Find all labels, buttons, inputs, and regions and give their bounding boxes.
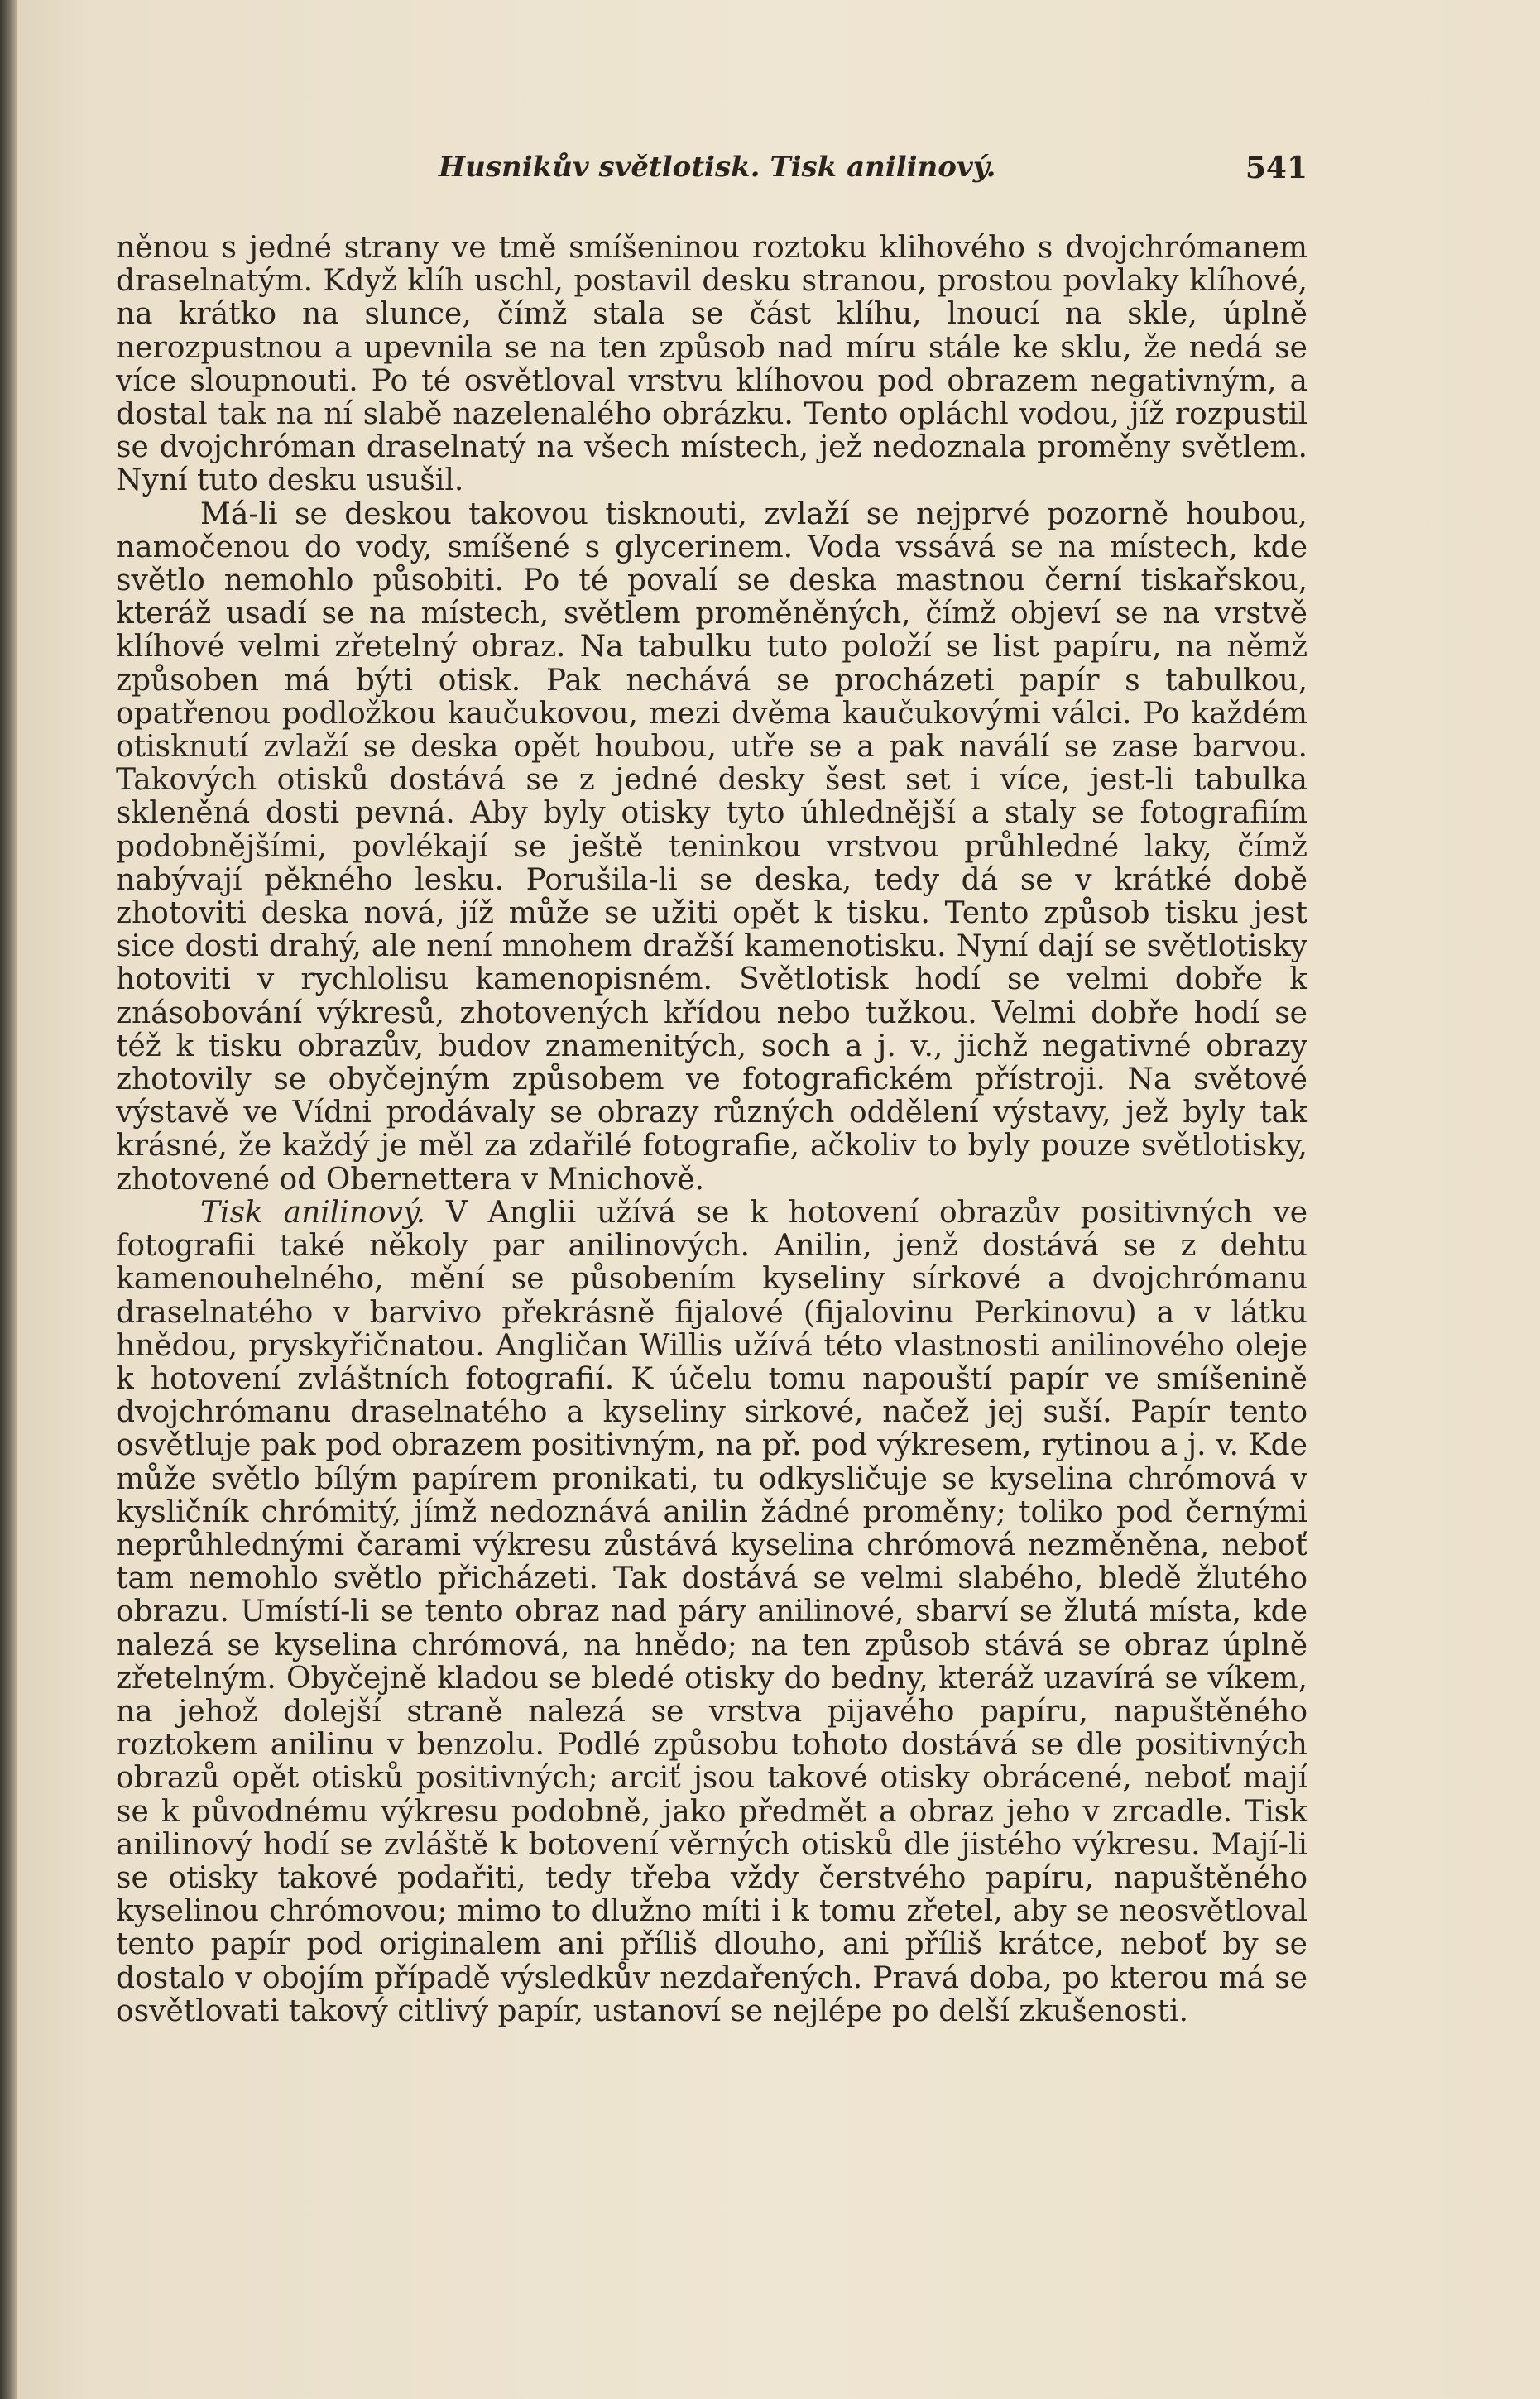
paragraph-3 <box>116 1197 1307 2028</box>
page-binding-edge <box>0 0 17 2399</box>
page-number: 541 <box>1245 151 1307 185</box>
page-header <box>116 151 1307 200</box>
section-title-tisk-anilinovy: Tisk anilinový. <box>200 1195 426 1230</box>
paragraph-3-text: V Anglii užívá se k hotovení obrazův positivných ve fotografii také několy par anilinových. Anilin, jenž dostává se z dehtu kamenouhelného, mění se působením kyseliny sírkové a dvojchrómanu draselnatého v barvivo překrásně fijalové (fijalovinu Perkinovu) a v látku hnědou, pryskyřičnatou. Angličan Willis užívá této vlastnosti anilinového oleje k hotovení zvláštních fotografií. K účelu tomu napouští papír ve smíšenině dvojchrómanu draselnatého a kyseliny sirkové, načež jej suší. Papír tento osvětluje pak pod obrazem positivným, na př. pod výkresem, rytinou a j. v. Kde může světlo bílým papírem pronikati, tu odkysličuje se kyselina chrómová v kysličník chrómitý, jímž nedoznává anilin žádné proměny; toliko pod černými neprůhlednými čarami výkresu zůstává kyselina chrómová nezměněna, neboť tam nemohlo světlo přicházeti. Tak dostává se velmi slabého, bledě žlutého obrazu. Umístí-li se tento obraz nad páry anilinové, sbarví se žlutá místa, kde nalezá se kyselina chrómová, na hnědo; na ten způsob stává se obraz úplně zřetelným. Obyčejně kladou se bledé otisky do bedny, kteráž uzavírá se víkem, na jehož dolejší straně nalezá se vrstva pijavého papíru, napuštěného roztokem anilinu v benzolu. Podlé způsobu tohoto dostává se dle positivných obrazů opět otisků positivných; arciť jsou takové otisky obrácené, neboť mají se k původnému výkresu podobně, jako předmět a obraz jeho v zrcadle. Tisk anilinový hodí se zvláště k botovení věrných otisků dle jistého výkresu. Mají-li se otisky takové podařiti, tedy třeba vždy čerstvého papíru, napuštěného kyselinou chrómovou; mimo to dlužno míti i k tomu zřetel, aby se neosvětloval tento papír pod originalem ani příliš dlouho, ani příliš krátce, neboť by se dostalo v obojím případě výsledkův nezdařených. Pravá doba, po kterou má se osvětlovati takový citlivý papír, ustanoví se nejlépe po delší zkušenosti. <box>116 1195 1307 2028</box>
running-head: Husnikův světlotisk. Tisk anilinový. <box>439 151 996 184</box>
paragraph-1 <box>116 232 1307 498</box>
body-text <box>116 232 1307 2028</box>
paragraph-2 <box>116 498 1307 1197</box>
paragraph-1-text: něnou s jedné strany ve tmě smíšeninou roztoku klihového s dvojchrómanem draselnatým. Když klíh uschl, postavil desku stranou, prostou povlaky klíhové, na krátko na slunce, čímž stala se část klíhu, lnoucí na skle, úplně nerozpustnou a upevnila se na ten způsob nad míru stále ke sklu, že nedá se více sloupnouti. Po té osvětloval vrstvu klíhovou pod obrazem negativným, a dostal tak na ní slabě nazelenalého obrázku. Tento opláchl vodou, jíž rozpustil se dvojchróman draselnatý na všech místech, jež nedoznala proměny světlem. Nyní tuto desku usušil. <box>116 231 1307 498</box>
paragraph-2-text: Má-li se deskou takovou tisknouti, zvlaží se nejprvé pozorně houbou, namočenou do vody, smíšené s glycerinem. Voda vssává se na místech, kde světlo nemohlo působiti. Po té povalí se deska mastnou černí tiskařskou, kteráž usadí se na místech, světlem proměněných, čímž objeví se na vrstvě klíhové velmi zřetelný obraz. Na tabulku tuto položí se list papíru, na němž způsoben má býti otisk. Pak nechává se procházeti papír s tabulkou, opatřenou podložkou kaučukovou, mezi dvěma kaučukovými válci. Po každém otisknutí zvlaží se deska opět houbou, utře se a pak naválí se zase barvou. Takových otisků dostává se z jedné desky šest set i více, jest-li tabulka skleněná dosti pevná. Aby byly otisky tyto úhlednější a staly se fotografiím podobnějšími, povlékají se ještě teninkou vrstvou průhledné laky, čímž nabývají pěkného lesku. Porušila-li se deska, tedy dá se v krátké době zhotoviti deska nová, jíž může se užiti opět k tisku. Tento způsob tisku jest sice dosti drahý, ale není mnohem dražší kamenotisku. Nyní dají se světlotisky hotoviti v rychlolisu kamenopisném. Světlotisk hodí se velmi dobře k znásobování výkresů, zhotovených křídou nebo tužkou. Velmi dobře hodí se též k tisku obrazův, budov znamenitých, soch a j. v., jichž negativné obrazy zhotovily se obyčejným způsobem ve fotografickém přístroji. Na světové výstavě ve Vídni prodávaly se obrazy různých oddělení výstavy, jež byly tak krásné, že každý je měl za zdařilé fotografie, ačkoliv to byly pouze světlotisky, zhotovené od Obernettera v Mnichově. <box>116 497 1307 1197</box>
